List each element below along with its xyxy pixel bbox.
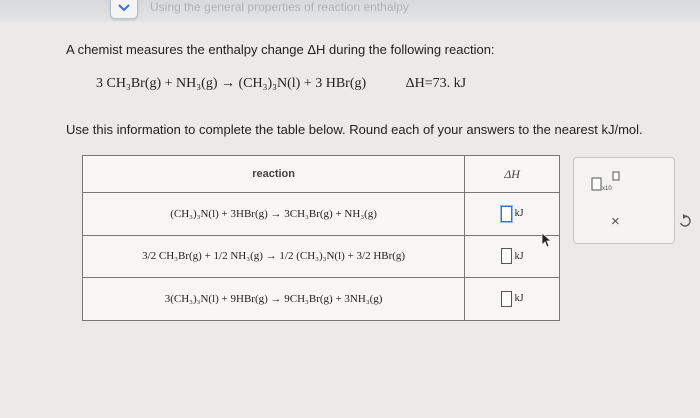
delta-h-input[interactable] [501,206,512,222]
unit-label: kJ [514,293,524,305]
delta-h-value: ΔH=73. kJ [405,76,467,91]
unit-label: kJ [514,250,524,262]
problem-intro: A chemist measures the enthalpy change ΔH during the following reaction: [66,42,495,57]
undo-icon [678,214,692,228]
reaction-cell: (CH₃)₃N(l) + 3HBr(g) → 3CH₃Br(g) + NH₃(g) [83,193,465,236]
clear-button[interactable] [611,213,620,230]
faded-title: Using the general properties of reaction enthalpy [150,0,409,14]
undo-button[interactable] [678,214,692,233]
close-icon: × [611,213,620,230]
header-reaction: reaction [83,156,465,193]
top-bar [0,0,700,22]
equation-text: 3 CH₃Br(g) + NH₃(g) → (CH₃)₃N(l) + 3 HBr(g) [96,76,367,91]
main-equation [96,76,466,92]
table-row [83,235,560,278]
table-row [83,193,560,236]
delta-h-input[interactable] [501,291,512,307]
chevron-down-icon [118,4,130,12]
instructions: Use this information to complete the table below. Round each of your answers to the nearest kJ/mol. [66,122,643,137]
reaction-cell: 3(CH₃)₃N(l) + 9HBr(g) → 9CH₃Br(g) + 3NH₃(g) [83,278,465,321]
cursor-icon [541,232,553,248]
mouse-cursor [541,232,553,253]
unit-label: kJ [514,208,524,220]
collapse-toggle[interactable] [110,0,138,19]
x10-label: x10 [602,186,612,192]
reaction-table [82,155,560,321]
x10-icon [591,171,621,193]
delta-h-input[interactable] [501,248,512,264]
reaction-cell: 3/2 CH₃Br(g) + 1/2 NH₃(g) → 1/2 (CH₃)₃N(l) + 3/2 HBr(g) [83,235,465,278]
header-delta-h: ΔH [465,156,560,193]
delta-h-cell [465,193,560,236]
table-row [83,278,560,321]
delta-h-cell [465,278,560,321]
answer-toolbox [573,157,675,244]
table-header-row [83,156,560,193]
x10-button[interactable] [591,171,621,198]
